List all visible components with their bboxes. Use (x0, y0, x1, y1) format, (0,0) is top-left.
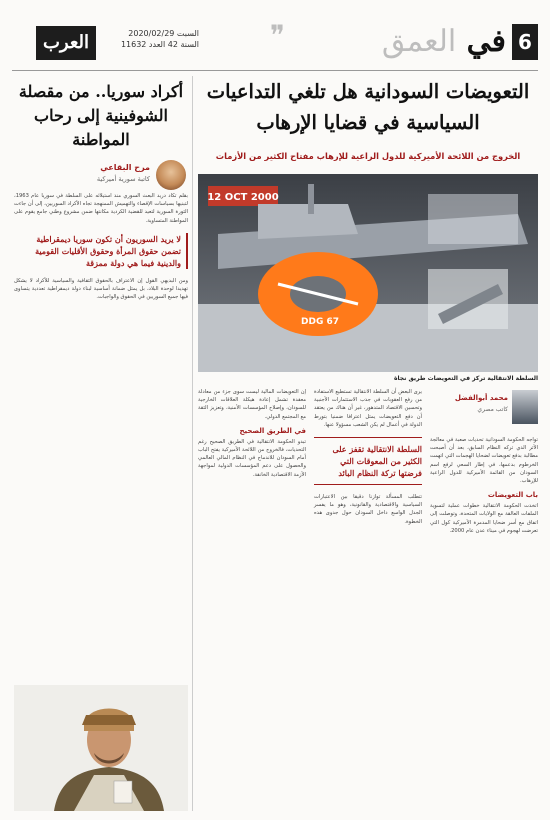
column-1-subheading: باب التعويضات (487, 491, 538, 500)
section-title-bold: في (466, 24, 506, 59)
opinion-body-2: ومن البديهي القول إن الاعتراف بالحقوق الثقافية والسياسية للأكراد لا يشكل تهديدا لوحدة البلاد، بل يمثل ضمانة أساسية لبناء دولة ديمقراطية تعددية يتساوى فيها جميع السوريين في الحقوق والواجبات. (14, 277, 188, 301)
museum-display-illustration (198, 174, 538, 372)
newspaper-logo: العرب (36, 26, 96, 60)
photo-ring-label: DDG 67 (301, 317, 339, 327)
opinion-author-role: كاتبة سورية أميركية (96, 175, 150, 183)
column-1-text-2: اتخذت الحكومة الانتقالية خطوات عملية لتسوية الملفات العالقة مع الولايات المتحدة، وتوصلت إلى اتفاق مع أسر ضحايا المدمرة الأميركية كول التي تعرضت لهجوم في ميناء عدن عام 2000. (430, 503, 538, 534)
opinion-byline (14, 160, 188, 192)
header-divider (12, 70, 538, 71)
article-byline (430, 388, 538, 432)
opinion-column (14, 76, 188, 811)
issue-info (104, 28, 199, 50)
issue-date: السبت 2020/02/29 (128, 29, 199, 38)
quote-mark-icon: ❞ (270, 19, 286, 52)
issue-number: السنة 42 العدد 11632 (120, 40, 199, 49)
main-headline: التعويضات السودانية هل تلغي التداعيات السياسية في قضايا الإرهاب (206, 80, 530, 134)
opinion-author-name: مرح البقاعي (100, 163, 150, 172)
column-divider (192, 76, 193, 811)
opinion-pull-quote: لا يريد السوريون أن تكون سوريا ديمقراطية تضمن حقوق المرأة وحقوق الأقليات القومية والدينية فيما هي دولة ممزقة (14, 233, 188, 269)
article-column-2 (314, 388, 422, 526)
portrait-photo (14, 685, 188, 811)
section-title (382, 22, 506, 62)
photo-caption: السلطة الانتقالية تركز في التعويضات طريق نجاة (394, 375, 538, 382)
column-2-text: يرى البعض أن السلطة الانتقالية تستطيع الاستفادة من رفع العقوبات في جذب الاستثمارات الأجنبية وتحسين الاقتصاد المتدهور، غير أن هناك من يعتقد أن دفع التعويضات يمثل اعترافا ضمنيا بتورط الدولة في أعمال لم يكن الشعب مسؤولا عنها. (314, 389, 422, 428)
photo-date-tag: 12 OCT 2000 (207, 192, 279, 203)
column-3-text: إن التعويضات المالية ليست سوى جزء من معادلة معقدة تشمل إعادة هيكلة العلاقات الخارجية للسودان، وإصلاح المؤسسات الأمنية، وتعزيز الثقة مع المجتمع الدولي. (198, 389, 306, 420)
column-3-subheading: في الطريق الصحيح (239, 426, 306, 435)
main-photo (198, 174, 538, 372)
portrait-illustration (14, 685, 188, 811)
article-author-role: كاتب مصري (477, 406, 508, 413)
column-2-quote: السلطة الانتقالية تقفز على الكثير من المعوقات التي فرضتها تركة النظام البائد (314, 437, 422, 485)
author-avatar (156, 160, 186, 190)
column-2-text-2: تتطلب المسألة توازنا دقيقا بين الاعتبارات السياسية والاقتصادية والقانونية، وهو ما يفسر الجدل الواسع داخل السودان حول جدوى هذه الخطوة. (314, 494, 422, 525)
section-title-light: العمق (381, 24, 457, 59)
author-photo (512, 390, 538, 424)
column-3-text-2: تبدو الحكومة الانتقالية في الطريق الصحيح رغم التحديات، فالخروج من اللائحة الأميركية يفتح الباب أمام السودان للاندماج في النظام المالي العالمي والحصول على دعم المؤسسات الدولية لمواجهة الأزمة الاقتصادية الخانقة. (198, 438, 306, 478)
main-subhead: الخروج من اللائحة الأميركية للدول الراعية للإرهاب مفتاح الكثير من الأزمات (215, 151, 521, 161)
article-author-name: محمد أبوالفضل (454, 394, 508, 402)
column-1-text: تواجه الحكومة السودانية تحديات صعبة في معالجة الأثر الذي تركه النظام السابق، بعد أن أصبحت مطالبة بدفع تعويضات لضحايا الهجمات التي اتهمت الخرطوم بدعمها، في إطار السعي لرفع اسم السودان من القائمة الأميركية للدول الراعية للإرهاب. (430, 437, 538, 485)
opinion-title: أكراد سوريا.. من مقصلة الشوفينية إلى رحاب المواطنة (18, 82, 184, 149)
section-number: 6 (512, 24, 538, 60)
opinion-body-1: بقلم تكاد دريد البعث السوري منذ استيلائه على السلطة في سوريا عام 1963، لتبنيها بسياسات الإقصاء والتهميش الممنهجة تجاه الأكراد السوريين، إلى أن جاءت الثورة السورية لتعيد للقضية الكردية مكانتها ضمن مشروع وطني جامع يقوم على المواطنة المتساوية. (14, 193, 188, 224)
page-header (0, 0, 550, 72)
article-column-3 (198, 388, 306, 479)
article-column-1 (430, 388, 538, 535)
